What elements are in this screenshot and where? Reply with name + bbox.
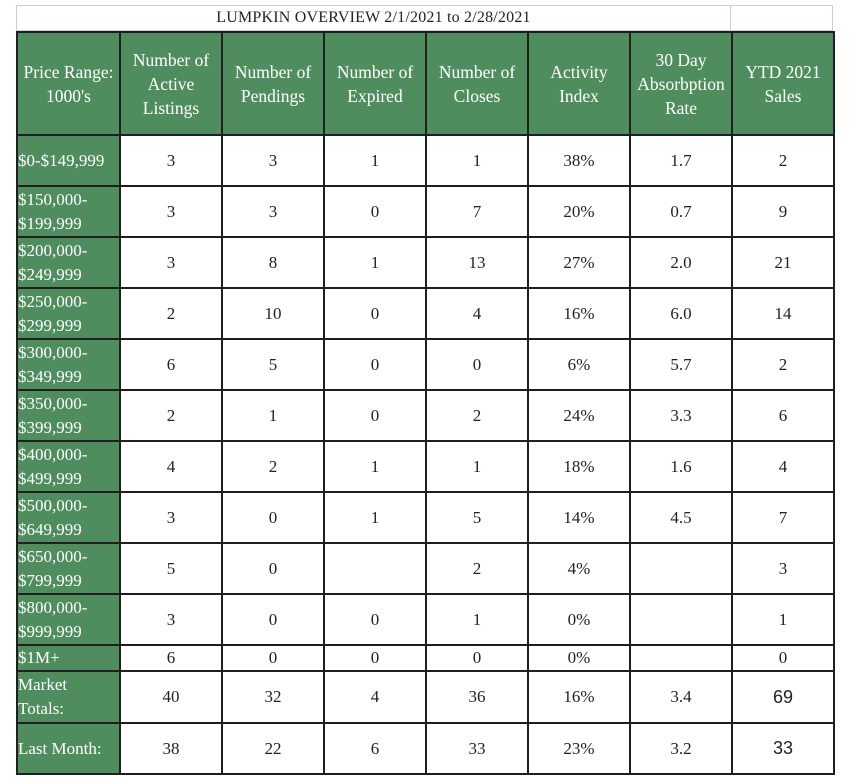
price-range-cell: $300,000- $349,999: [17, 339, 120, 390]
absorption-rate-cell: 3.3: [630, 390, 732, 441]
closes-cell: 4: [426, 288, 528, 339]
table-row: [17, 543, 834, 594]
active-listings-cell: 2: [120, 390, 222, 441]
pendings-cell: 1: [222, 390, 324, 441]
closes-cell: 0: [426, 645, 528, 671]
header-expired: Number of Expired: [324, 32, 426, 135]
header-pendings: Number of Pendings: [222, 32, 324, 135]
activity-index-cell: 6%: [528, 339, 630, 390]
active-listings-cell: 3: [120, 492, 222, 543]
activity-index-last-month: 23%: [528, 723, 630, 774]
title-row: [16, 5, 833, 31]
absorption-rate-cell: [630, 594, 732, 645]
table-row: [17, 492, 834, 543]
price-range-cell: $150,000- $199,999: [17, 186, 120, 237]
active-listings-cell: 3: [120, 237, 222, 288]
table-row: [17, 390, 834, 441]
table-row: [17, 186, 834, 237]
closes-cell: 13: [426, 237, 528, 288]
absorption-rate-cell: [630, 645, 732, 671]
table-row: [17, 441, 834, 492]
activity-index-cell: 0%: [528, 594, 630, 645]
pendings-total: 32: [222, 671, 324, 723]
pendings-cell: 5: [222, 339, 324, 390]
table-row: [17, 237, 834, 288]
price-range-cell: $250,000- $299,999: [17, 288, 120, 339]
header-row: [17, 32, 834, 135]
ytd-sales-cell: 2: [732, 339, 834, 390]
price-range-cell: $400,000- $499,999: [17, 441, 120, 492]
closes-cell: 2: [426, 390, 528, 441]
title-empty-cell: [731, 5, 833, 31]
ytd-sales-cell: 6: [732, 390, 834, 441]
header-activity-index: Activity Index: [528, 32, 630, 135]
overview-sheet: [16, 5, 833, 775]
pendings-cell: 3: [222, 135, 324, 186]
closes-last-month: 33: [426, 723, 528, 774]
ytd-sales-cell: 2: [732, 135, 834, 186]
pendings-cell: 0: [222, 594, 324, 645]
absorption-rate-cell: 2.0: [630, 237, 732, 288]
activity-index-total: 16%: [528, 671, 630, 723]
expired-total: 4: [324, 671, 426, 723]
pendings-cell: 0: [222, 543, 324, 594]
active-listings-cell: 3: [120, 186, 222, 237]
absorption-rate-cell: [630, 543, 732, 594]
expired-cell: 1: [324, 492, 426, 543]
activity-index-cell: 18%: [528, 441, 630, 492]
ytd-sales-cell: 21: [732, 237, 834, 288]
pendings-cell: 10: [222, 288, 324, 339]
expired-cell: 1: [324, 237, 426, 288]
closes-cell: 0: [426, 339, 528, 390]
absorption-rate-cell: 1.7: [630, 135, 732, 186]
expired-cell: 0: [324, 645, 426, 671]
ytd-sales-cell: 7: [732, 492, 834, 543]
pendings-cell: 0: [222, 492, 324, 543]
table-row: [17, 594, 834, 645]
table-row: [17, 645, 834, 671]
price-range-cell: $650,000- $799,999: [17, 543, 120, 594]
pendings-cell: 0: [222, 645, 324, 671]
price-range-cell: $500,000- $649,999: [17, 492, 120, 543]
price-range-cell: $350,000- $399,999: [17, 390, 120, 441]
active-listings-last-month: 38: [120, 723, 222, 774]
expired-cell: 0: [324, 288, 426, 339]
ytd-sales-last-month: 33: [732, 723, 834, 774]
pendings-cell: 8: [222, 237, 324, 288]
overview-table: [16, 31, 835, 775]
absorption-rate-total: 3.4: [630, 671, 732, 723]
active-listings-cell: 2: [120, 288, 222, 339]
ytd-sales-cell: 9: [732, 186, 834, 237]
absorption-rate-cell: 1.6: [630, 441, 732, 492]
expired-cell: 0: [324, 186, 426, 237]
activity-index-cell: 0%: [528, 645, 630, 671]
activity-index-cell: 16%: [528, 288, 630, 339]
closes-cell: 5: [426, 492, 528, 543]
active-listings-cell: 6: [120, 339, 222, 390]
active-listings-cell: 5: [120, 543, 222, 594]
ytd-sales-cell: 4: [732, 441, 834, 492]
active-listings-cell: 3: [120, 594, 222, 645]
pendings-cell: 3: [222, 186, 324, 237]
closes-cell: 7: [426, 186, 528, 237]
expired-cell: 1: [324, 135, 426, 186]
table-row: [17, 339, 834, 390]
absorption-rate-cell: 0.7: [630, 186, 732, 237]
ytd-sales-total: 69: [732, 671, 834, 723]
last-month-label: Last Month:: [17, 723, 120, 774]
table-row: [17, 288, 834, 339]
closes-cell: 1: [426, 135, 528, 186]
ytd-sales-cell: 14: [732, 288, 834, 339]
active-listings-cell: 6: [120, 645, 222, 671]
expired-cell: 0: [324, 594, 426, 645]
price-range-cell: $800,000- $999,999: [17, 594, 120, 645]
activity-index-cell: 27%: [528, 237, 630, 288]
header-price-range: Price Range: 1000's: [17, 32, 120, 135]
pendings-last-month: 22: [222, 723, 324, 774]
header-absorption-rate: 30 Day Absorbption Rate: [630, 32, 732, 135]
header-ytd-sales: YTD 2021 Sales: [732, 32, 834, 135]
header-closes: Number of Closes: [426, 32, 528, 135]
expired-cell: 0: [324, 390, 426, 441]
active-listings-total: 40: [120, 671, 222, 723]
ytd-sales-cell: 1: [732, 594, 834, 645]
last-month-row: [17, 723, 834, 774]
expired-last-month: 6: [324, 723, 426, 774]
absorption-rate-cell: 4.5: [630, 492, 732, 543]
expired-cell: 1: [324, 441, 426, 492]
closes-total: 36: [426, 671, 528, 723]
activity-index-cell: 38%: [528, 135, 630, 186]
closes-cell: 2: [426, 543, 528, 594]
expired-cell: [324, 543, 426, 594]
pendings-cell: 2: [222, 441, 324, 492]
price-range-cell: $200,000- $249,999: [17, 237, 120, 288]
activity-index-cell: 20%: [528, 186, 630, 237]
closes-cell: 1: [426, 441, 528, 492]
active-listings-cell: 4: [120, 441, 222, 492]
active-listings-cell: 3: [120, 135, 222, 186]
expired-cell: 0: [324, 339, 426, 390]
absorption-rate-cell: 6.0: [630, 288, 732, 339]
activity-index-cell: 24%: [528, 390, 630, 441]
ytd-sales-cell: 3: [732, 543, 834, 594]
closes-cell: 1: [426, 594, 528, 645]
table-row: [17, 135, 834, 186]
ytd-sales-cell: 0: [732, 645, 834, 671]
totals-label: Market Totals:: [17, 671, 120, 723]
totals-row: [17, 671, 834, 723]
table-title: LUMPKIN OVERVIEW 2/1/2021 to 2/28/2021: [16, 5, 731, 31]
absorption-rate-last-month: 3.2: [630, 723, 732, 774]
price-range-cell: $1M+: [17, 645, 120, 671]
absorption-rate-cell: 5.7: [630, 339, 732, 390]
activity-index-cell: 4%: [528, 543, 630, 594]
header-active-listings: Number of Active Listings: [120, 32, 222, 135]
activity-index-cell: 14%: [528, 492, 630, 543]
price-range-cell: $0-$149,999: [17, 135, 120, 186]
